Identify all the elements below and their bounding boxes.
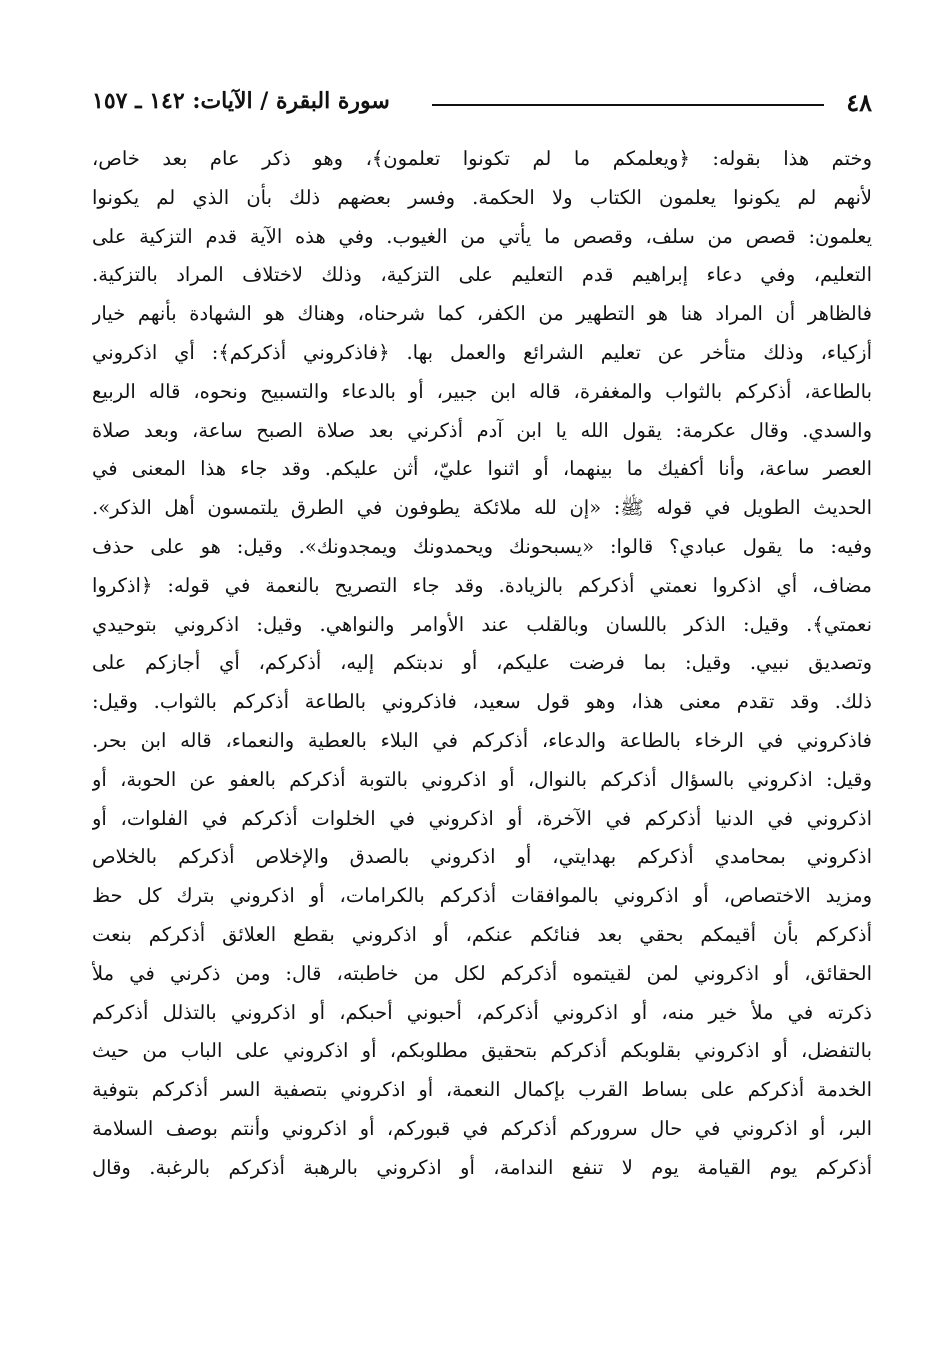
text-line: ذلك. وقد تقدم معنى هذا، وهو قول سعيد، فاذكروني بالطاعة أذكركم بالثواب. وقيل: — [92, 690, 872, 714]
text-line: وتصديق نبيي. وقيل: بما فرضت عليكم، أو ندبتكم إليه، أذكركم، أي أجازكم على — [92, 651, 872, 675]
text-line: مضاف، أي اذكروا نعمتي أذكركم بالزيادة. وقد جاء التصريح بالنعمة في قوله: ﴿اذكروا — [92, 573, 872, 597]
text-line: أذكركم يوم القيامة يوم لا تنفع الندامة، أو اذكروني بالرهبة أذكركم بالرغبة. وقال — [92, 1155, 872, 1179]
text-line: فاذكروني في الرخاء بالطاعة والدعاء، أذكركم في البلاء بالعطية والنعماء، قاله ابن بحر. — [92, 728, 872, 752]
text-line: اذكروني بمحامدي أذكركم بهدايتي، أو اذكروني بالصدق والإخلاص أذكركم بالخلاص — [92, 845, 872, 869]
text-line: ذكرته في ملأ خير منه، أو اذكروني أذكركم، أحبوني أحبكم، أو اذكروني بالتذلل أذكركم — [92, 1000, 872, 1024]
text-line: التعليم، وفي دعاء إبراهيم قدم التعليم على التزكية، وذلك لاختلاف المراد بالتزكية. — [92, 263, 872, 287]
text-line: نعمتي﴾. وقيل: الذكر باللسان وبالقلب عند الأوامر والنواهي. وقيل: اذكروني بتوحيدي — [92, 612, 872, 636]
text-line: ومزيد الاختصاص، أو اذكروني بالموافقات أذكركم بالكرامات، أو اذكروني بترك كل حظ — [92, 884, 872, 908]
text-line: أزكياء، وذلك متأخر عن تعليم الشرائع والعمل بها. ﴿فاذكروني أذكركم﴾: أي اذكروني — [92, 340, 872, 364]
page-number: ٤٨ — [846, 88, 872, 117]
text-line: أذكركم بأن أقيمكم بحقي بعد فنائكم عنكم، أو اذكروني بقطع العلائق أذكركم بنعت — [92, 922, 872, 946]
text-line: وختم هذا بقوله: ﴿ويعلمكم ما لم تكونوا تعلمون﴾، وهو ذكر عام بعد خاص، — [92, 147, 872, 170]
text-line: بالتفضل، أو اذكروني بقلوبكم أذكركم بتحقيق مطلوبكم، أو اذكروني على الباب من حيث — [92, 1039, 872, 1063]
text-line: يعلمون: قصص من سلف، وقصص ما يأتي من الغيوب. وفي هذه الآية قدم التزكية على — [92, 224, 872, 248]
running-title: سورة البقرة / الآيات: ١٤٢ ـ ١٥٧ — [92, 88, 390, 114]
page-header — [92, 86, 872, 122]
text-line: البر، أو اذكروني في حال سروركم أذكركم في قبوركم، أو اذكروني وأنتم بوصف السلامة — [92, 1116, 872, 1140]
text-line: لأنهم لم يكونوا يعلمون الكتاب ولا الحكمة. وفسر بعضهم ذلك بأن الذي لم يكونوا — [92, 185, 872, 209]
header-rule — [432, 104, 824, 106]
text-line: الحديث الطويل في قوله ﷺ: «إن لله ملائكة يطوفون في الطرق يلتمسون أهل الذكر». — [92, 496, 872, 520]
text-line: والسدي. وقال عكرمة: يقول الله يا ابن آدم أذكرني بعد صلاة الصبح ساعة، وبعد صلاة — [92, 418, 872, 442]
text-line: فالظاهر أن المراد هنا هو التطهير من الكفر، كما شرحناه، وهناك هو الشهادة بأنهم خيار — [92, 302, 872, 326]
text-line: العصر ساعة، وأنا أكفيك ما بينهما، أو اثنوا عليّ، أثن عليكم. وقد جاء هذا المعنى في — [92, 457, 872, 481]
text-line: وقيل: اذكروني بالسؤال أذكركم بالنوال، أو اذكروني بالتوبة أذكركم بالعفو عن الحوبة، أو — [92, 767, 872, 791]
body-text — [92, 140, 872, 1188]
text-line: اذكروني في الدنيا أذكركم في الآخرة، أو اذكروني في الخلوات أذكركم في الفلوات، أو — [92, 806, 872, 830]
text-line: بالطاعة، أذكركم بالثواب والمغفرة، قاله ابن جبير، أو بالدعاء والتسبيح ونحوه، قاله الربيع — [92, 379, 872, 403]
text-line: الحقائق، أو اذكروني لمن لقيتموه أذكركم لكل من خاطبته، قال: ومن ذكرني في ملأ — [92, 961, 872, 985]
text-line: وفيه: ما يقول عبادي؟ قالوا: «يسبحونك ويحمدونك ويمجدونك». وقيل: هو على حذف — [92, 534, 872, 558]
text-line: الخدمة أذكركم على بساط القرب بإكمال النعمة، أو اذكروني بتصفية السر أذكركم بتوفية — [92, 1078, 872, 1102]
